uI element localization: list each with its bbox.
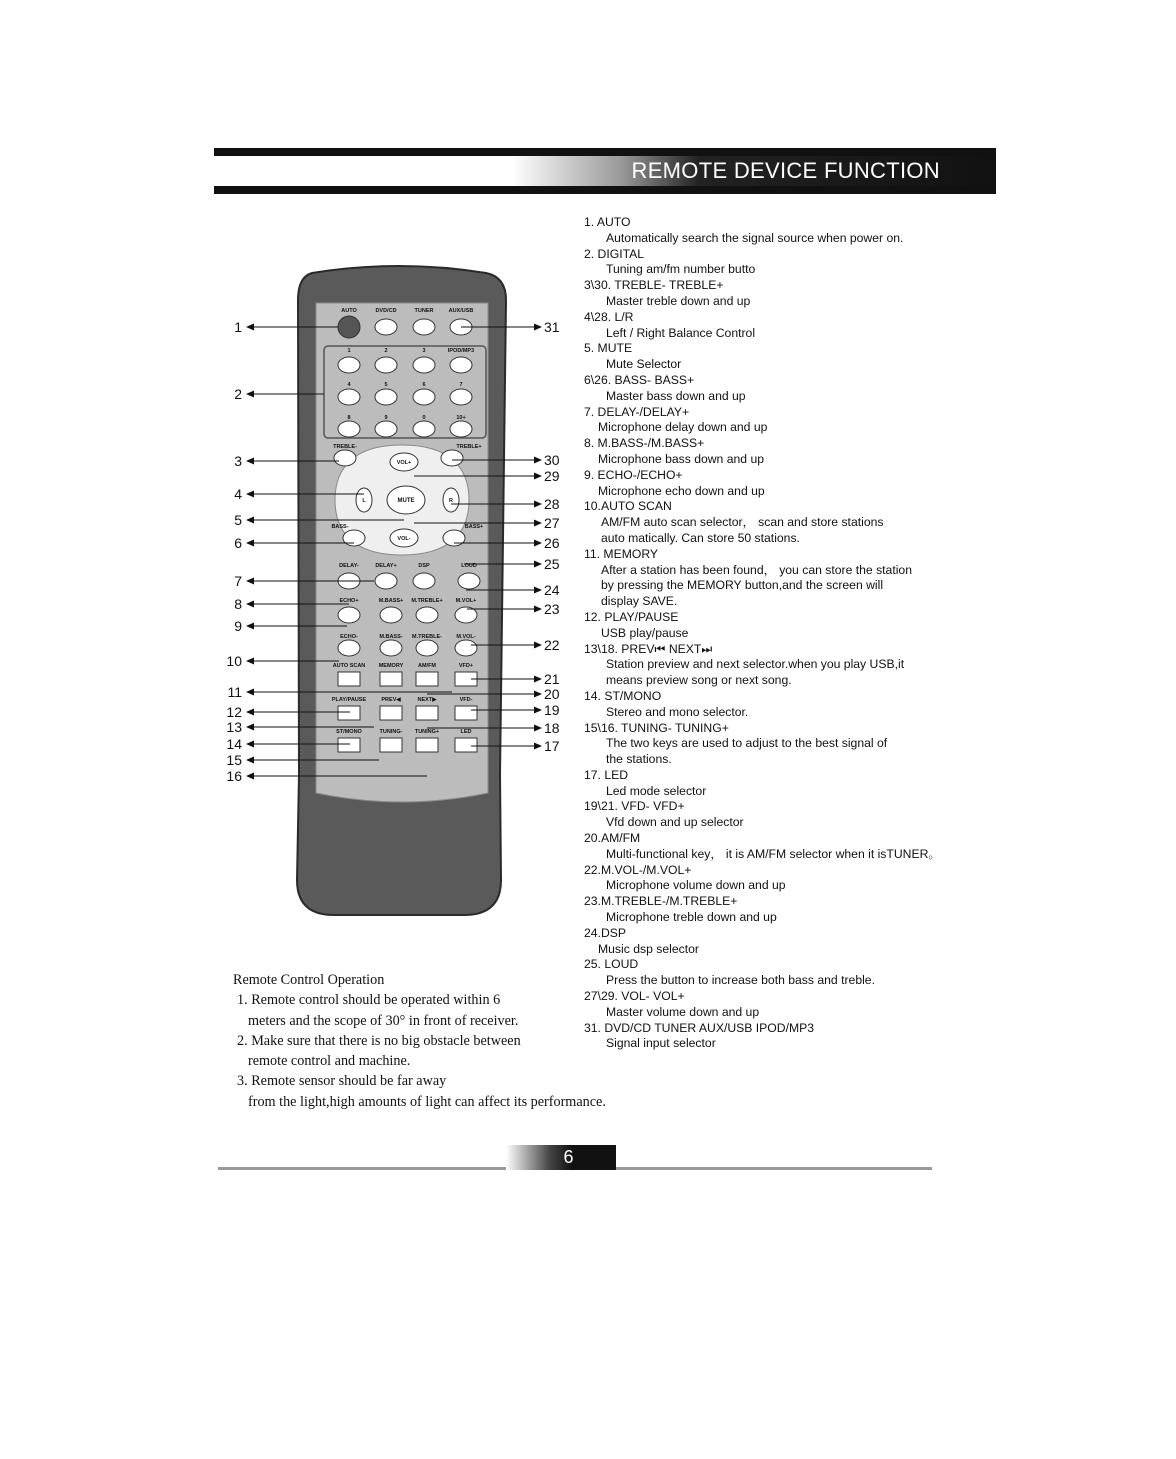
- button-label-next: NEXT▶: [417, 697, 437, 703]
- header-bar: [214, 148, 996, 194]
- callout-number-left: 7: [234, 573, 242, 589]
- function-title: 23.M.TREBLE-/M.TREBLE+: [584, 894, 738, 909]
- callout-arrow-right: [534, 520, 542, 527]
- function-description: Multi-functional key， it is AM/FM selector when it isTUNER。: [606, 846, 941, 861]
- function-title: 7. DELAY-/DELAY+: [584, 404, 690, 419]
- callout-number-right: 19: [544, 702, 560, 718]
- function-description: The two keys are used to adjust to the best signal of: [606, 736, 888, 751]
- button-label-vfd_plus: VFD+: [458, 663, 474, 669]
- function-title: 11. MEMORY: [584, 546, 659, 561]
- callout-number-left: 15: [226, 752, 242, 768]
- memory-button[interactable]: [380, 672, 402, 686]
- function-item: [584, 405, 984, 437]
- function-item: [584, 610, 984, 642]
- n10-button[interactable]: [450, 421, 472, 437]
- function-description: Master volume down and up: [606, 1004, 760, 1019]
- callout-number-left: 12: [226, 704, 242, 720]
- function-description: Microphone treble down and up: [606, 910, 777, 925]
- button-label-n0: 0: [422, 415, 426, 421]
- tuning_plus-button[interactable]: [416, 738, 438, 752]
- tuning_minus-button[interactable]: [380, 738, 402, 752]
- function-title: 17. LED: [584, 767, 629, 782]
- callout-number-left: 8: [234, 596, 242, 612]
- function-title: 13\18. PREV⏮ NEXT⏭: [584, 641, 713, 656]
- callout-number-right: 18: [544, 720, 560, 736]
- page-number: 6: [563, 1147, 574, 1167]
- n8-button[interactable]: [338, 421, 360, 437]
- callout-number-left: 4: [234, 486, 242, 502]
- function-description: USB play/pause: [601, 625, 689, 640]
- callout-arrow-left: [246, 724, 254, 731]
- button-label-delay_minus: DELAY-: [339, 563, 359, 569]
- function-description: Microphone bass down and up: [598, 451, 764, 466]
- button-label-bass_plus: BASS+: [464, 524, 484, 530]
- remote-operation-title: Remote Control Operation: [233, 972, 385, 988]
- function-title: 27\29. VOL- VOL+: [584, 989, 685, 1004]
- function-title: 19\21. VFD- VFD+: [584, 799, 685, 814]
- callout-arrow-left: [246, 391, 254, 398]
- callout-number-left: 1: [234, 319, 242, 335]
- button-label-treble_plus: TREBLE+: [456, 444, 482, 450]
- function-description: Master treble down and up: [606, 293, 751, 308]
- callout-arrow-left: [246, 773, 254, 780]
- callout-number-left: 5: [234, 512, 242, 528]
- bass_plus-button[interactable]: [443, 530, 465, 546]
- button-label-tuner: TUNER: [414, 308, 434, 314]
- callout-number-right: 21: [544, 671, 560, 687]
- function-description: means preview song or next song.: [606, 673, 792, 688]
- function-title: 14. ST/MONO: [584, 688, 662, 703]
- callout-number-left: 3: [234, 453, 242, 469]
- bass_minus-button[interactable]: [343, 530, 365, 546]
- function-description: Vfd down and up selector: [606, 815, 744, 830]
- vfd_minus-button[interactable]: [455, 706, 477, 720]
- stmono-button[interactable]: [338, 738, 360, 752]
- button-label-treble_minus: TREBLE-: [333, 444, 357, 450]
- function-title: 9. ECHO-/ECHO+: [584, 467, 683, 482]
- function-title: 25. LOUD: [584, 957, 639, 972]
- button-label-auto: AUTO: [341, 308, 357, 314]
- callout-arrow-right: [534, 473, 542, 480]
- callout-number-right: 28: [544, 496, 560, 512]
- callout-number-left: 14: [226, 736, 242, 752]
- button-label-mbass_plus: M.BASS+: [378, 598, 404, 604]
- function-description: Master bass down and up: [606, 388, 746, 403]
- callout-number-right: 31: [544, 319, 560, 335]
- function-item: [584, 436, 984, 468]
- callout-arrow-right: [534, 540, 542, 547]
- function-title: 15\16. TUNING- TUNING+: [584, 720, 729, 735]
- callout-arrow-left: [246, 709, 254, 716]
- callout-arrow-right: [534, 743, 542, 750]
- function-description: Press the button to increase both bass and treble.: [606, 973, 875, 988]
- remote-control-diagram: [214, 255, 574, 920]
- function-item: [584, 373, 984, 405]
- dsp-button[interactable]: [413, 573, 435, 589]
- callout-arrow-left: [246, 757, 254, 764]
- callout-arrow-right: [534, 691, 542, 698]
- callout-arrow-right: [534, 725, 542, 732]
- callout-arrow-left: [246, 601, 254, 608]
- remote-operation-line: 3. Remote sensor should be far away: [237, 1073, 447, 1090]
- function-title: 31. DVD/CD TUNER AUX/USB IPOD/MP3: [584, 1020, 815, 1035]
- callout-number-right: 22: [544, 637, 560, 653]
- callout-arrow-left: [246, 658, 254, 665]
- callout-number-right: 24: [544, 582, 560, 598]
- n3-button[interactable]: [413, 357, 435, 373]
- button-label-n10: 10+: [456, 415, 466, 421]
- callout-arrow-left: [246, 517, 254, 524]
- callout-arrow-left: [246, 578, 254, 585]
- button-label-autoscan: AUTO SCAN: [332, 663, 366, 669]
- function-title: 8. M.BASS-/M.BASS+: [584, 436, 705, 451]
- function-description: Music dsp selector: [598, 941, 699, 956]
- callout-number-left: 9: [234, 618, 242, 634]
- n5-button[interactable]: [375, 389, 397, 405]
- mtreble_plus-button[interactable]: [416, 607, 438, 623]
- remote-operation-line: 1. Remote control should be operated within 6: [237, 992, 501, 1009]
- button-label-ipod: IPOD/MP3: [447, 348, 475, 354]
- ipod-button[interactable]: [450, 357, 472, 373]
- callout-arrow-right: [534, 606, 542, 613]
- function-item: [584, 926, 984, 958]
- button-label-tuning_plus: TUNING+: [414, 729, 440, 735]
- page-number-box: [506, 1145, 616, 1170]
- button-label-vfd_minus: VFD-: [459, 697, 473, 703]
- mtreble_minus-button[interactable]: [416, 640, 438, 656]
- mvol_minus-button[interactable]: [455, 640, 477, 656]
- n9-button[interactable]: [375, 421, 397, 437]
- callout-arrow-left: [246, 324, 254, 331]
- button-label-mtreble_minus: M.TREBLE-: [412, 634, 442, 640]
- function-title: 20.AM/FM: [584, 831, 641, 846]
- button-label-n8: 8: [347, 415, 351, 421]
- function-title: 5. MUTE: [584, 341, 633, 356]
- function-item: [584, 831, 984, 863]
- autoscan-button[interactable]: [338, 672, 360, 686]
- playpause-button[interactable]: [338, 706, 360, 720]
- callout-arrow-left: [246, 689, 254, 696]
- treble_plus-button[interactable]: [441, 450, 463, 466]
- echo_plus-button[interactable]: [338, 607, 360, 623]
- button-label-n7: 7: [459, 382, 463, 388]
- function-item: [584, 894, 984, 926]
- callout-number-left: 13: [226, 719, 242, 735]
- led-button[interactable]: [455, 738, 477, 752]
- function-description: Station preview and next selector.when you play USB,it: [606, 657, 905, 672]
- function-description: Microphone delay down and up: [598, 420, 768, 435]
- button-label-mtreble_plus: M.TREBLE+: [411, 598, 443, 604]
- button-label-loud: LOUD: [461, 563, 477, 569]
- button-label-l: L: [362, 498, 366, 504]
- function-title: 22.M.VOL-/M.VOL+: [584, 862, 692, 877]
- n2-button[interactable]: [375, 357, 397, 373]
- prev-button[interactable]: [380, 706, 402, 720]
- function-description: Led mode selector: [606, 783, 707, 798]
- button-label-mbass_minus: M.BASS-: [379, 634, 403, 640]
- function-description: After a station has been found， you can store the station: [601, 562, 912, 577]
- function-description: Microphone echo down and up: [598, 483, 765, 498]
- button-label-led: LED: [460, 729, 472, 735]
- button-label-n4: 4: [347, 382, 351, 388]
- callout-arrow-left: [246, 623, 254, 630]
- function-item: [584, 689, 984, 721]
- amfm-button[interactable]: [416, 672, 438, 686]
- callout-number-left: 11: [227, 684, 242, 700]
- page-title: REMOTE DEVICE FUNCTION: [631, 158, 940, 183]
- n7-button[interactable]: [450, 389, 472, 405]
- function-title: 2. DIGITAL: [584, 246, 645, 261]
- button-label-mute: MUTE: [397, 498, 415, 504]
- function-description: by pressing the MEMORY button,and the screen will: [601, 578, 884, 593]
- function-item: [584, 341, 984, 373]
- function-title: 12. PLAY/PAUSE: [584, 609, 679, 624]
- remote-operation-line: from the light,high amounts of light can affect its performance.: [248, 1093, 606, 1110]
- function-description: Mute Selector: [606, 357, 682, 372]
- callout-number-right: 20: [544, 686, 560, 702]
- callout-arrow-right: [534, 707, 542, 714]
- function-title: 4\28. L/R: [584, 309, 634, 324]
- n0-button[interactable]: [413, 421, 435, 437]
- function-item: [584, 799, 984, 831]
- button-label-mvol_minus: M.VOL-: [456, 634, 476, 640]
- callout-number-left: 2: [234, 386, 242, 402]
- function-item: [584, 215, 984, 247]
- button-label-vol_plus: VOL+: [396, 460, 412, 466]
- function-item: [584, 278, 984, 310]
- callout-arrow-left: [246, 458, 254, 465]
- button-label-r: R: [449, 498, 453, 504]
- function-title: 6\26. BASS- BASS+: [584, 372, 695, 387]
- callout-arrow-right: [534, 457, 542, 464]
- callout-arrow-left: [246, 540, 254, 547]
- button-label-mvol_plus: M.VOL+: [455, 598, 477, 604]
- function-item: [584, 499, 984, 546]
- button-label-echo_plus: ECHO+: [339, 598, 359, 604]
- function-item: [584, 547, 984, 610]
- mbass_plus-button[interactable]: [380, 607, 402, 623]
- function-description: Automatically search the signal source when power on.: [606, 230, 904, 245]
- callout-arrow-right: [534, 642, 542, 649]
- callout-arrow-left: [246, 741, 254, 748]
- function-title: 10.AUTO SCAN: [584, 499, 672, 514]
- button-label-auxusb: AUX/USB: [448, 308, 474, 314]
- delay_plus-button[interactable]: [375, 573, 397, 589]
- button-label-n6: 6: [422, 382, 426, 388]
- function-description: Signal input selector: [606, 1036, 716, 1051]
- function-description: Microphone volume down and up: [606, 878, 786, 893]
- treble_minus-button[interactable]: [334, 450, 356, 466]
- function-list: [584, 215, 984, 1052]
- callout-number-left: 10: [226, 653, 242, 669]
- remote-operation-items: [233, 990, 663, 1112]
- button-label-prev: PREV◀: [381, 697, 401, 703]
- button-label-memory: MEMORY: [378, 663, 404, 669]
- button-label-tuning_minus: TUNING-: [379, 729, 403, 735]
- tuner-button[interactable]: [413, 319, 435, 335]
- function-description: Left / Right Balance Control: [606, 325, 756, 340]
- button-label-dsp: DSP: [418, 563, 430, 569]
- function-item: [584, 768, 984, 800]
- loud-button[interactable]: [458, 573, 480, 589]
- next-button[interactable]: [416, 706, 438, 720]
- button-label-stmono: ST/MONO: [336, 729, 362, 735]
- button-label-echo_minus: ECHO-: [340, 634, 358, 640]
- button-label-delay_plus: DELAY+: [375, 563, 397, 569]
- callout-arrow-right: [534, 676, 542, 683]
- function-item: [584, 468, 984, 500]
- function-item: [584, 247, 984, 279]
- callout-arrow-right: [534, 561, 542, 568]
- button-label-playpause: PLAY/PAUSE: [331, 697, 367, 703]
- callout-number-right: 30: [544, 452, 560, 468]
- n6-button[interactable]: [413, 389, 435, 405]
- callout-arrow-right: [534, 587, 542, 594]
- button-label-n5: 5: [384, 382, 388, 388]
- function-description: Stereo and mono selector.: [606, 704, 749, 719]
- function-item: [584, 310, 984, 342]
- remote-operation-line: 2. Make sure that there is no big obstacle between: [237, 1032, 521, 1049]
- function-title: 1. AUTO: [584, 215, 631, 229]
- echo_minus-button[interactable]: [338, 640, 360, 656]
- callout-number-right: 23: [544, 601, 560, 617]
- n4-button[interactable]: [338, 389, 360, 405]
- callout-number-right: 25: [544, 556, 560, 572]
- function-title: 24.DSP: [584, 925, 627, 940]
- button-label-n2: 2: [384, 348, 388, 354]
- callout-number-right: 29: [544, 468, 560, 484]
- callout-number-left: 6: [234, 535, 242, 551]
- callout-arrow-right: [534, 324, 542, 331]
- function-item: [584, 721, 984, 768]
- button-label-vol_minus: VOL-: [397, 536, 411, 542]
- auto-button[interactable]: [338, 316, 360, 338]
- callout-number-left: 16: [226, 768, 242, 784]
- function-description: display SAVE.: [601, 594, 678, 609]
- dvdcd-button[interactable]: [375, 319, 397, 335]
- function-description: auto matically. Can store 50 stations.: [601, 530, 800, 545]
- button-label-n3: 3: [422, 348, 426, 354]
- button-label-amfm: AM/FM: [417, 663, 437, 669]
- button-label-dvdcd: DVD/CD: [375, 308, 397, 314]
- function-description: Tuning am/fm number butto: [606, 262, 756, 277]
- function-item: [584, 863, 984, 895]
- mbass_minus-button[interactable]: [380, 640, 402, 656]
- button-label-n1: 1: [347, 348, 351, 354]
- button-label-bass_minus: BASS-: [331, 524, 349, 530]
- button-label-n9: 9: [384, 415, 388, 421]
- function-description: the stations.: [606, 752, 672, 767]
- callout-number-right: 27: [544, 515, 560, 531]
- remote-operation-line: remote control and machine.: [248, 1053, 411, 1070]
- function-item: [584, 642, 984, 689]
- function-description: AM/FM auto scan selector， scan and store stations: [601, 515, 884, 530]
- remote-operation-section: [233, 970, 663, 1112]
- callout-arrow-right: [534, 501, 542, 508]
- callout-number-right: 17: [544, 738, 560, 754]
- function-title: 3\30. TREBLE- TREBLE+: [584, 278, 724, 293]
- n1-button[interactable]: [338, 357, 360, 373]
- callout-arrow-left: [246, 491, 254, 498]
- callout-number-right: 26: [544, 535, 560, 551]
- remote-operation-line: meters and the scope of 30° in front of receiver.: [248, 1012, 519, 1029]
